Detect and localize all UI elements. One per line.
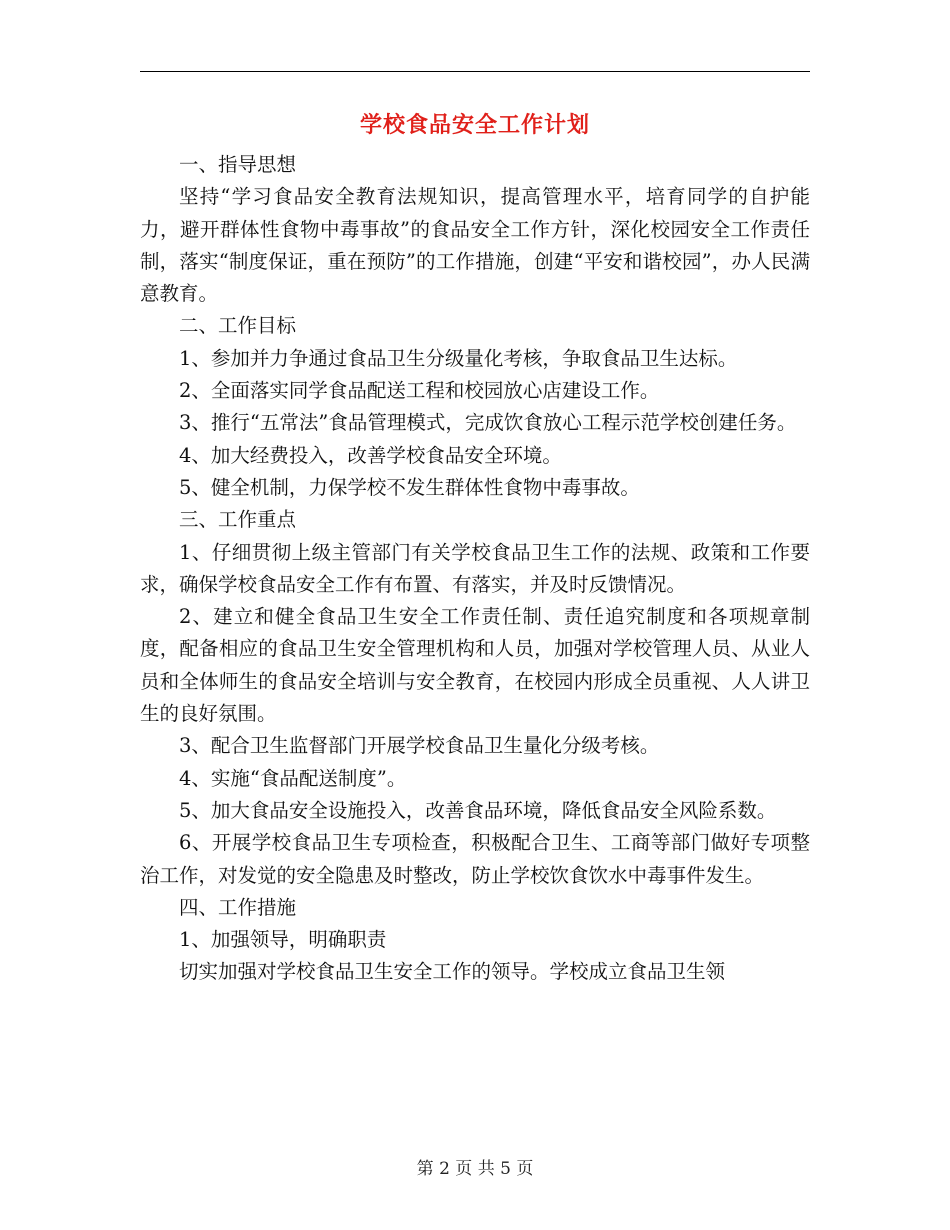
list-item: 5、健全机制，力保学校不发生群体性食物中毒事故。 (179, 475, 640, 499)
list-item: 2、建立和健全食品卫生安全工作责任制、责任追究制度和各项规章制度，配备相应的食品卫生安全管理机构和人员，加强对学校管理人员、从业人员和全体师生的食品安全培训与安全教育，在校园内形成全员重视、人人讲卫生的良好氛围。 (140, 605, 810, 726)
list-item: 2、全面落实同学食品配送工程和校园放心店建设工作。 (179, 379, 660, 403)
paragraph: 坚持“学习食品安全教育法规知识，提高管理水平，培育同学的自护能力，避开群体性食物中毒事故”的食品安全工作方针，深化校园安全工作责任制，落实“制度保证，重在预防”的工作措施，创建“平安和谐校园”，办人民满意教育。 (140, 185, 810, 306)
document-title: 学校食品安全工作计划 (359, 113, 590, 138)
document-body (140, 149, 810, 989)
header-rule (140, 71, 810, 72)
list-item: 3、推行“五常法”食品管理模式，完成饮食放心工程示范学校创建任务。 (179, 411, 797, 435)
list-item: 1、参加并力争通过食品卫生分级量化考核，争取食品卫生达标。 (179, 346, 738, 370)
list-item: 3、配合卫生监督部门开展学校食品卫生量化分级考核。 (179, 734, 660, 758)
paragraph: 切实加强对学校食品卫生安全工作的领导。学校成立食品卫生领 (179, 960, 726, 984)
heading-work-goals: 二、工作目标 (179, 314, 297, 338)
subheading: 1、加强领导，明确职责 (179, 928, 387, 952)
heading-guiding-thought: 一、指导思想 (179, 153, 297, 176)
list-item: 6、开展学校食品卫生专项检查，积极配合卫生、工商等部门做好专项整治工作，对发觉的安全隐患及时整改，防止学校饮食饮水中毒事件发生。 (140, 831, 810, 887)
heading-work-measures: 四、工作措施 (179, 895, 297, 919)
list-item: 1、仔细贯彻上级主管部门有关学校食品卫生工作的法规、政策和工作要求，确保学校食品安全工作有布置、有落实，并及时反馈情况。 (140, 540, 810, 596)
heading-work-focus: 三、工作重点 (179, 508, 297, 532)
list-item: 4、实施“食品配送制度”。 (179, 766, 407, 790)
list-item: 5、加大食品安全设施投入，改善食品环境，降低食品安全风险系数。 (179, 798, 777, 822)
list-item: 4、加大经费投入，改善学校食品安全环境。 (179, 443, 562, 467)
page-number: 第 2 页 共 5 页 (416, 1159, 534, 1179)
